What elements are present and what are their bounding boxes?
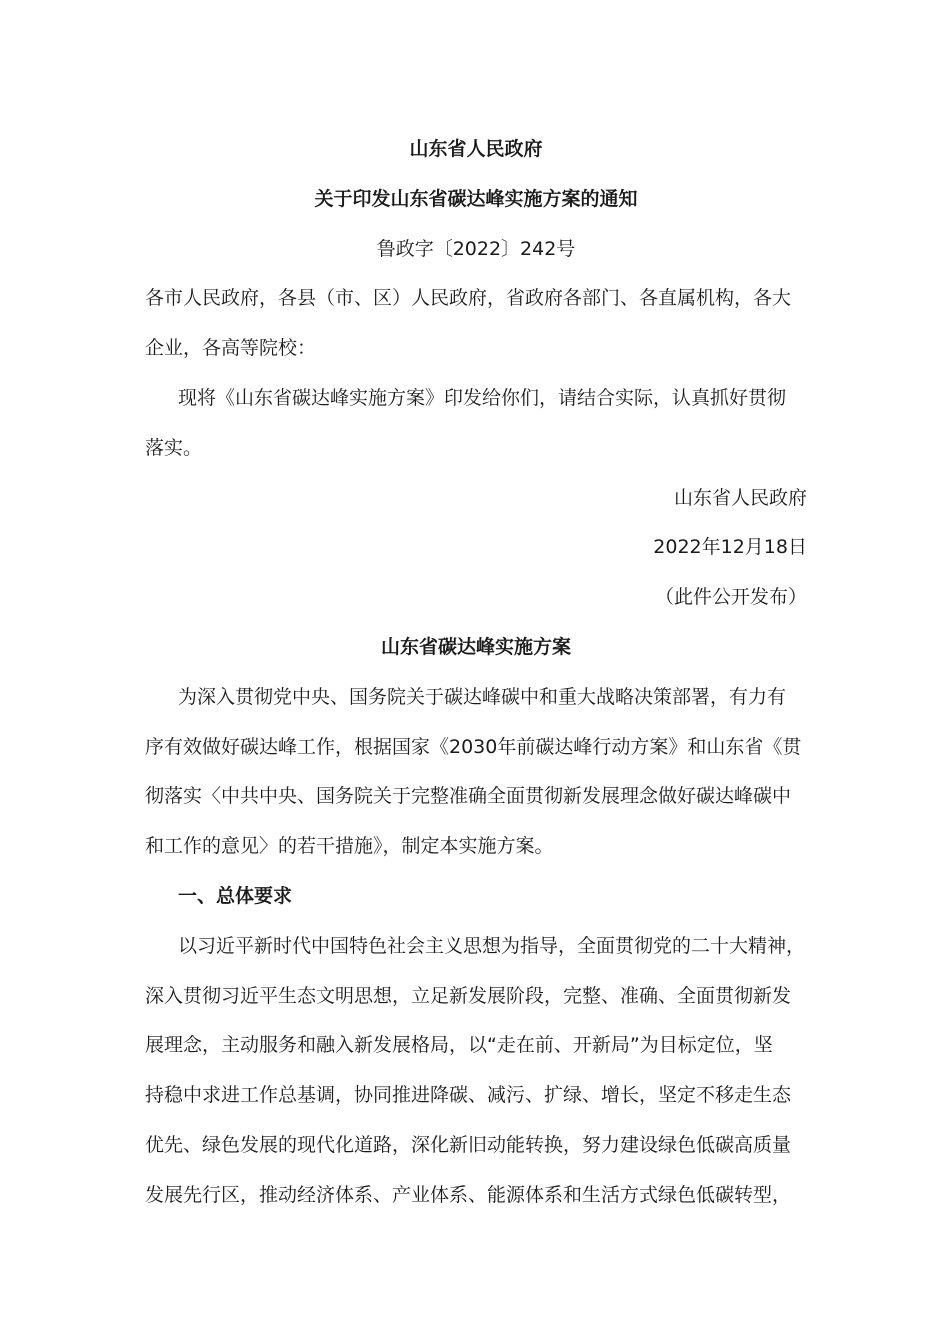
notice-title: 关于印发山东省碳达峰实施方案的通知 [314, 187, 638, 210]
plan-title: 山东省碳达峰实施方案 [380, 635, 571, 658]
document-page [145, 125, 807, 1221]
issuer-heading: 山东省人民政府 [409, 138, 543, 160]
section-body-line: 优先、绿色发展的现代化道路，深化新旧动能转换，努力建设绿色低碳高质量 [145, 1133, 792, 1156]
document-number: 鲁政字〔2022〕242号 [376, 237, 576, 260]
notice-body-line: 现将《山东省碳达峰实施方案》印发给你们，请结合实际，认真抓好贯彻 [178, 386, 787, 409]
section-body-line: 持稳中求进工作总基调，协同推进降碳、减污、扩绿、增长，坚定不移走生态 [145, 1084, 792, 1107]
intro-line: 彻落实〈中共中央、国务院关于完整准确全面贯彻新发展理念做好碳达峰碳中 [145, 785, 792, 808]
intro-line: 序有效做好碳达峰工作，根据国家《2030年前碳达峰行动方案》和山东省《贯 [145, 735, 802, 758]
recipients-line: 各市人民政府，各县（市、区）人民政府，省政府各部门、各直属机构，各大 [145, 287, 792, 310]
issue-date: 2022年12月18日 [653, 536, 807, 559]
section-body-line: 展理念，主动服务和融入新发展格局，以“走在前、开新局”为目标定位，坚 [145, 1034, 773, 1057]
section-body-line: 以习近平新时代中国特色社会主义思想为指导，全面贯彻党的二十大精神， [178, 934, 806, 957]
release-note: （此件公开发布） [654, 586, 807, 609]
section-body-line: 发展先行区，推动经济体系、产业体系、能源体系和生活方式绿色低碳转型， [145, 1183, 792, 1206]
notice-body-line: 落实。 [145, 436, 203, 459]
section-body-line: 深入贯彻习近平生态文明思想，立足新发展阶段，完整、准确、全面贯彻新发 [145, 984, 792, 1007]
intro-line: 和工作的意见〉的若干措施》，制定本实施方案。 [145, 835, 554, 858]
section-heading: 一、总体要求 [178, 884, 293, 907]
signature: 山东省人民政府 [673, 486, 807, 509]
recipients-line: 企业，各高等院校： [145, 337, 317, 360]
intro-line: 为深入贯彻党中央、国务院关于碳达峰碳中和重大战略决策部署，有力有 [178, 685, 787, 708]
